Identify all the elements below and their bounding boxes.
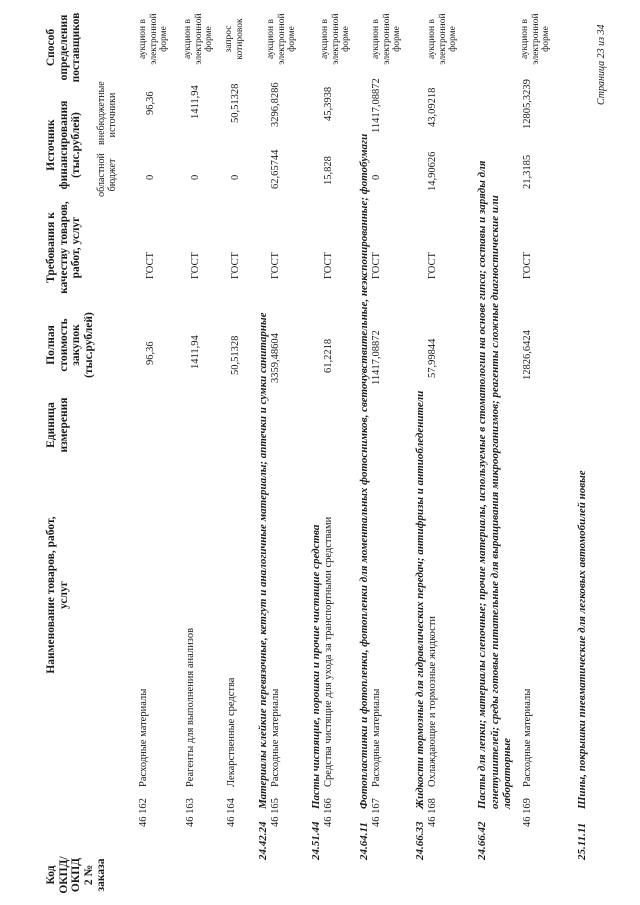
row-code: 46 165 [270, 798, 281, 827]
row-method: аукцион в электронной форме [266, 13, 297, 65]
row-method: аукцион в электронной форме [138, 13, 169, 65]
header-code: Код ОКПД/ ОКПД 2 № заказа [45, 856, 107, 894]
row-cost: 61,2218 [323, 338, 334, 373]
row-requirements: ГОСТ [371, 252, 382, 279]
header-unit: Единица измерения [45, 397, 70, 453]
row-funding-extrabudget: 50,51328 [230, 83, 241, 123]
row-name: Расходные материалы [522, 688, 533, 787]
group-code: 24.64.11 [358, 822, 370, 860]
header-funding-extrabudget: внебюджетные источники [96, 81, 118, 145]
row-funding-extrabudget: 45,3938 [323, 86, 334, 121]
row-requirements: ГОСТ [323, 252, 334, 279]
header-funding-regional: областной бюджет [96, 153, 118, 197]
group-title: Пасты чистящие, порошки и прочие чистящие средства [310, 524, 322, 809]
group-title: Жидкости тормозные для гидравлических передач; антифризы и антиобледенители [414, 390, 426, 809]
row-funding-regional: 15,828 [323, 156, 334, 185]
header-cost: Полная стоимость закупок (тыс.рублей) [45, 312, 95, 378]
row-funding-extrabudget: 1411,94 [190, 85, 201, 119]
group-title: Пасты для лепки; материалы слепочные; прочие материалы, используемые в стоматологии на основе гипса; составы и заряды для огнетушителей; среды готовые питательные для выращивания микроорганизмов; реагенты сложные диагностические или лабораторные [476, 160, 513, 809]
row-cost: 1411,94 [190, 335, 201, 369]
group-title: Шины, покрышки пневматические для легковых автомобилей новые [576, 470, 588, 809]
row-funding-regional: 21,3185 [522, 154, 533, 189]
row-name: Расходные материалы [270, 688, 281, 787]
row-funding-regional: 0 [371, 174, 382, 180]
row-code: 46 163 [185, 798, 196, 827]
row-requirements: ГОСТ [145, 252, 156, 279]
row-name: Реагенты для выполнения анализов [185, 627, 196, 787]
row-cost: 50,51328 [230, 335, 241, 375]
row-cost: 12826,6424 [522, 330, 533, 380]
group-title: Фотопластинки и фотопленки, фотопленки для моментальных фотоснимков, светочувствительные, неэкспонированные; фотобумаги [358, 133, 370, 809]
header-name: Наименование товаров, работ, услуг [45, 516, 70, 674]
row-funding-extrabudget: 3296,8286 [270, 82, 281, 127]
row-code: 46 166 [323, 798, 334, 827]
row-requirements: ГОСТ [190, 252, 201, 279]
row-requirements: ГОСТ [522, 252, 533, 279]
row-code: 46 164 [226, 798, 237, 827]
row-funding-extrabudget: 96,36 [145, 91, 156, 115]
row-funding-regional: 14,90626 [427, 151, 438, 191]
row-funding-extrabudget: 12805,3239 [522, 79, 533, 129]
row-requirements: ГОСТ [427, 252, 438, 279]
row-code: 46 167 [371, 798, 382, 827]
row-funding-extrabudget: 11417,08872 [371, 78, 382, 133]
row-cost: 3359,48604 [270, 333, 281, 383]
group-code: 24.42.24 [257, 821, 269, 860]
row-funding-extrabudget: 43,09218 [427, 87, 438, 127]
header-funding: Источник финансирования (тыс.рублей) [45, 100, 82, 190]
row-funding-regional: 0 [190, 174, 201, 180]
row-name: Лекарственные средства [226, 677, 237, 787]
row-code: 46 169 [522, 798, 533, 827]
group-code: 24.51.44 [310, 821, 322, 860]
row-requirements: ГОСТ [270, 252, 281, 279]
group-code: 24.66.42 [476, 821, 488, 860]
group-code: 25.11.11 [576, 822, 588, 860]
page-number: Страница 23 из 34 [596, 24, 607, 105]
row-method: аукцион в электронной форме [427, 13, 458, 65]
row-code: 46 162 [138, 798, 149, 827]
row-cost: 57,99844 [427, 338, 438, 378]
row-name: Охлаждающие и тормозные жидкости [427, 615, 438, 787]
row-name: Средства чистящие для ухода за транспортными средствами [323, 516, 334, 787]
header-method: Способ определения поставщиков [45, 12, 82, 83]
row-funding-regional: 0 [230, 174, 241, 180]
row-method: аукцион в электронной форме [520, 13, 551, 65]
row-method: запрос котировок [224, 18, 245, 60]
group-title: Материалы клейкие перевязочные, кетгут и аналогичные материалы; аптечки и сумки санитарные [257, 312, 269, 809]
row-cost: 96,36 [145, 341, 156, 365]
header-requirements: Требования к качеству товаров, работ, услуг [45, 201, 82, 294]
row-funding-regional: 0 [145, 174, 156, 180]
row-cost: 11417,08872 [371, 330, 382, 385]
row-name: Расходные материалы [138, 688, 149, 787]
row-method: аукцион в электронной форме [183, 13, 214, 65]
group-code: 24.66.33 [414, 821, 426, 860]
row-method: аукцион в электронной форме [371, 13, 402, 65]
row-code: 46 168 [427, 798, 438, 827]
row-name: Расходные материалы [371, 688, 382, 787]
row-method: аукцион в электронной форме [320, 13, 351, 65]
row-requirements: ГОСТ [230, 252, 241, 279]
row-funding-regional: 62,65744 [270, 149, 281, 189]
